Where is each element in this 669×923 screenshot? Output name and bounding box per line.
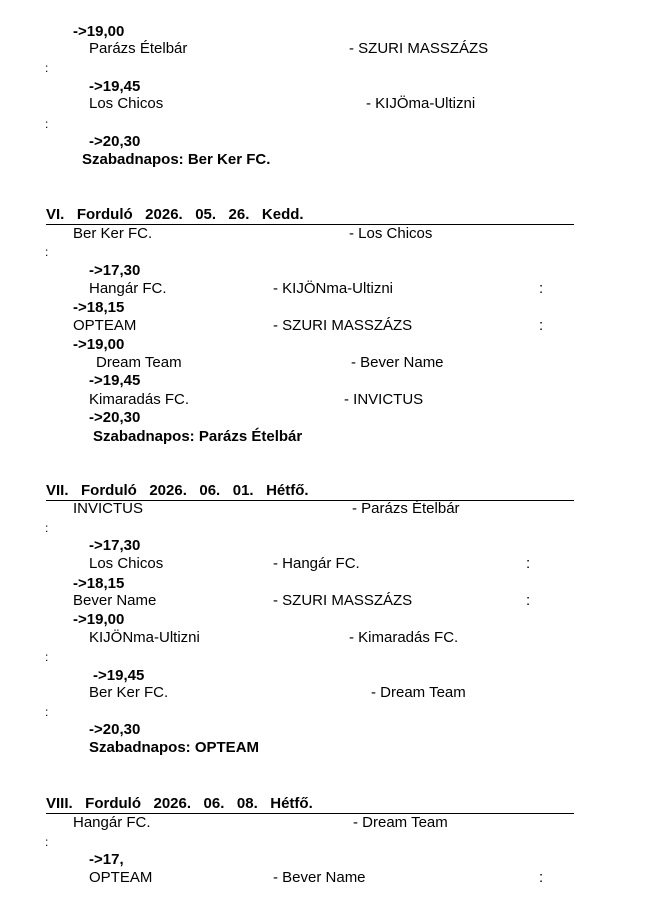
match-line: - Dream Team [353, 814, 448, 831]
match-line: : [45, 650, 49, 664]
match-line: : [45, 835, 49, 849]
round-header: VI. Forduló 2026. 05. 26. Kedd. [46, 206, 574, 225]
match-time-or-free-team: Szabadnapos: Ber Ker FC. [82, 151, 271, 168]
match-line: : [45, 521, 49, 535]
match-line: - KIJÖma-Ultizni [366, 95, 476, 112]
match-line: Hangár FC. [73, 814, 151, 831]
match-line: Bever Name [73, 592, 157, 609]
match-line: Dream Team [96, 354, 182, 371]
match-line: - Parázs Ételbár [352, 500, 460, 517]
match-line: : [539, 317, 544, 334]
match-time-or-free-team: ->17,30 [89, 537, 141, 554]
match-line: : [45, 245, 49, 259]
match-time-or-free-team: ->20,30 [89, 133, 141, 150]
match-line: Ber Ker FC. [73, 225, 153, 242]
match-time-or-free-team: ->18,15 [73, 299, 125, 316]
match-time-or-free-team: ->17, [89, 851, 124, 868]
match-line: : [526, 592, 531, 609]
match-time-or-free-team: ->19,45 [89, 372, 141, 389]
round-header: VII. Forduló 2026. 06. 01. Hétfő. [46, 482, 574, 501]
match-line: Ber Ker FC. [89, 684, 169, 701]
match-time-or-free-team: ->17,30 [89, 262, 141, 279]
match-line: Kimaradás FC. [89, 391, 190, 408]
match-line: - Dream Team [371, 684, 466, 701]
match-line: KIJÖNma-Ultizni [89, 629, 200, 646]
match-line: - INVICTUS [344, 391, 424, 408]
round-header: VIII. Forduló 2026. 06. 08. Hétfő. [46, 795, 574, 814]
match-line: - Los Chicos [349, 225, 433, 242]
match-time-or-free-team: Szabadnapos: OPTEAM [89, 739, 260, 756]
match-time-or-free-team: ->20,30 [89, 721, 141, 738]
match-line: - KIJÖNma-Ultizni [273, 280, 394, 297]
match-line: Los Chicos [89, 555, 164, 572]
match-line: - Kimaradás FC. [349, 629, 459, 646]
match-line: - Bever Name [273, 869, 366, 886]
match-line: - SZURI MASSZÁZS [273, 592, 413, 609]
match-time-or-free-team: ->19,00 [73, 336, 125, 353]
match-time-or-free-team: Szabadnapos: Parázs Ételbár [93, 428, 303, 445]
match-line: OPTEAM [73, 317, 137, 334]
match-line: Parázs Ételbár [89, 40, 188, 57]
match-line: - SZURI MASSZÁZS [349, 40, 489, 57]
match-time-or-free-team: ->20,30 [89, 409, 141, 426]
match-line: - Bever Name [351, 354, 444, 371]
match-line: INVICTUS [73, 500, 144, 517]
match-line: Los Chicos [89, 95, 164, 112]
match-time-or-free-team: ->19,00 [73, 23, 125, 40]
match-line: : [45, 117, 49, 131]
match-line: - Hangár FC. [273, 555, 360, 572]
match-line: : [539, 869, 544, 886]
match-time-or-free-team: ->19,45 [89, 78, 141, 95]
match-line: : [539, 280, 544, 297]
match-time-or-free-team: ->19,45 [93, 667, 145, 684]
match-line: OPTEAM [89, 869, 153, 886]
match-line: Hangár FC. [89, 280, 167, 297]
match-time-or-free-team: ->18,15 [73, 575, 125, 592]
match-line: - SZURI MASSZÁZS [273, 317, 413, 334]
match-line: : [526, 555, 531, 572]
match-line: : [45, 705, 49, 719]
match-line: : [45, 61, 49, 75]
match-time-or-free-team: ->19,00 [73, 611, 125, 628]
